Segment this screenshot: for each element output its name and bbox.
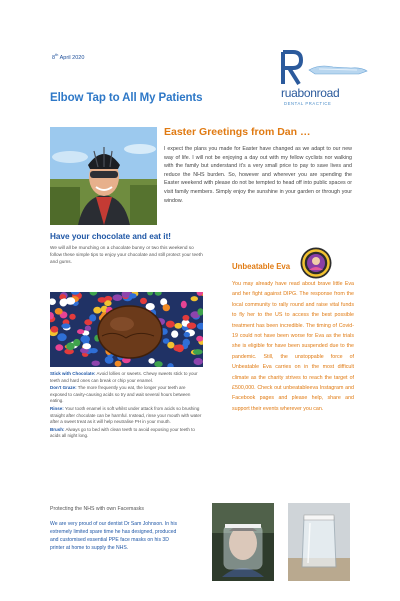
tip-text: Always go to bed with clean teeth to avoid exposing your teeth to acids all night long.	[50, 426, 195, 439]
candy-decoration	[66, 297, 75, 304]
logo-subline: DENTAL PRACTICE	[284, 101, 332, 106]
candy-decoration	[69, 314, 75, 320]
tip-text: Avoid lollies or sweets. Chewy sweets stick to your teeth and hard ones can break or chip your enamel.	[50, 371, 198, 383]
facemask-body: We are very proud of our dentist Dr Sam Johnson. In his extremely limited spare time he has designed, produced and customised essential PPE face masks on his 3D printer at home to supply the NHS.	[50, 521, 178, 551]
candy-decoration	[113, 294, 123, 301]
chocolate-intro: We will all be munching on a chocolate bunny or two this weekend so follow these simple tips to enjoy your chocolate and still protect your teeth and gums.	[50, 245, 203, 264]
candy-decoration	[92, 361, 100, 366]
facemask-title: Protecting the NHS with own Facemasks	[50, 506, 144, 512]
easter-greeting-title: Easter Greetings from Dan …	[164, 126, 311, 138]
tip-item	[50, 406, 203, 426]
face-shield-photo-product	[288, 503, 350, 581]
candy-decoration	[51, 326, 59, 333]
face-shield-photo-person	[212, 503, 274, 581]
date-day: 8	[52, 54, 56, 61]
candy-decoration	[140, 298, 147, 304]
tip-item	[50, 371, 203, 384]
candy-decoration	[193, 349, 203, 355]
candy-decoration	[89, 314, 96, 321]
candy-decoration	[174, 323, 182, 329]
page-headline: Elbow Tap to All My Patients	[50, 92, 203, 104]
logo-mark	[275, 50, 395, 90]
candy-decoration	[181, 301, 187, 309]
date-suffix: th	[55, 52, 59, 57]
candy-decoration	[173, 345, 182, 352]
chocolate-tips	[50, 371, 203, 441]
tip-item	[50, 427, 203, 440]
issue-date	[52, 52, 84, 61]
eva-body: You may already have read about brave little Eva and her fight against DIPG. The response from the local community to rally round and raise vital funds to fly her to the US to access the best possible treatment has been incredible. The timing of Covid-19 could not have been worse for Eva as the trials she is eligible for have been suspended due to the pandemic. Still, the unstoppable force of Unbeatable Eva carries on in the most difficult climate as the charity strives to reach the target of £500,000. Check out unbeatableeva Instagram and Facebook pages and please help, share and support their events wherever you can.	[232, 281, 354, 412]
candy-decoration	[187, 323, 196, 329]
candy-decoration	[191, 296, 198, 301]
candy-decoration	[167, 342, 174, 349]
candy-decoration	[171, 330, 178, 337]
tip-key: Rinse:	[50, 405, 64, 411]
practice-logo	[275, 50, 395, 125]
chocolate-title: Have your chocolate and eat it!	[50, 232, 172, 241]
candy-decoration	[98, 297, 107, 303]
tip-key: Stick with Chocolate:	[50, 371, 96, 376]
candy-decoration	[85, 326, 91, 331]
candy-decoration	[183, 339, 190, 346]
candy-decoration	[115, 361, 122, 367]
candy-decoration	[61, 323, 70, 328]
candy-decoration	[55, 308, 63, 315]
eva-title: Unbeatable Eva	[232, 262, 291, 271]
tip-key: Brush:	[50, 426, 65, 432]
chocolate-egg-photo	[50, 292, 203, 367]
candy-decoration	[148, 358, 154, 364]
tip-key: Don't Graze:	[50, 385, 77, 391]
candy-decoration	[154, 361, 162, 367]
unbeatable-eva-badge	[300, 247, 332, 279]
tip-text: Your tooth enamel is soft whilst under attack from acids so brushing straight after chocolate can be harmful. Instead, rinse your mouth with water after a sweet treat as it will help neutralise PH in your mouth.	[50, 405, 202, 425]
candy-decoration	[57, 333, 66, 341]
candy-decoration	[196, 336, 203, 342]
candy-decoration	[73, 339, 80, 346]
candy-decoration	[182, 315, 189, 321]
candy-decoration	[77, 329, 84, 334]
dan-cyclist-photo	[50, 127, 157, 225]
tip-text: The more frequently you eat, the longer your teeth are exposed to cavity-causing acids so try and wait several hours between eating.	[50, 385, 191, 404]
candy-decoration	[163, 304, 170, 311]
candy-decoration	[166, 321, 175, 328]
candy-decoration	[129, 293, 137, 298]
candy-decoration	[194, 358, 203, 365]
tip-item	[50, 385, 203, 405]
date-month-year: April 2020	[58, 54, 85, 61]
candy-decoration	[80, 335, 90, 343]
candy-decoration	[82, 343, 91, 349]
easter-greeting-body: I expect the plans you made for Easter have changed as we adapt to our new way of life. I will not be enjoying a day out with my fellow cyclists nor walking with the family but understand it's a very small price to pay to save lives and reduce the NHS burden. So, however and wherever you are spending the Easter weekend with please do not be tempted to head off into public spaces or visit family members. Simply enjoy the sunshine in your garden or through your window.	[164, 146, 352, 204]
candy-decoration	[55, 344, 63, 351]
candy-decoration	[105, 356, 114, 364]
candy-decoration	[184, 332, 190, 337]
logo-wordmark: ruabonroad	[281, 86, 340, 100]
candy-decoration	[93, 307, 101, 314]
